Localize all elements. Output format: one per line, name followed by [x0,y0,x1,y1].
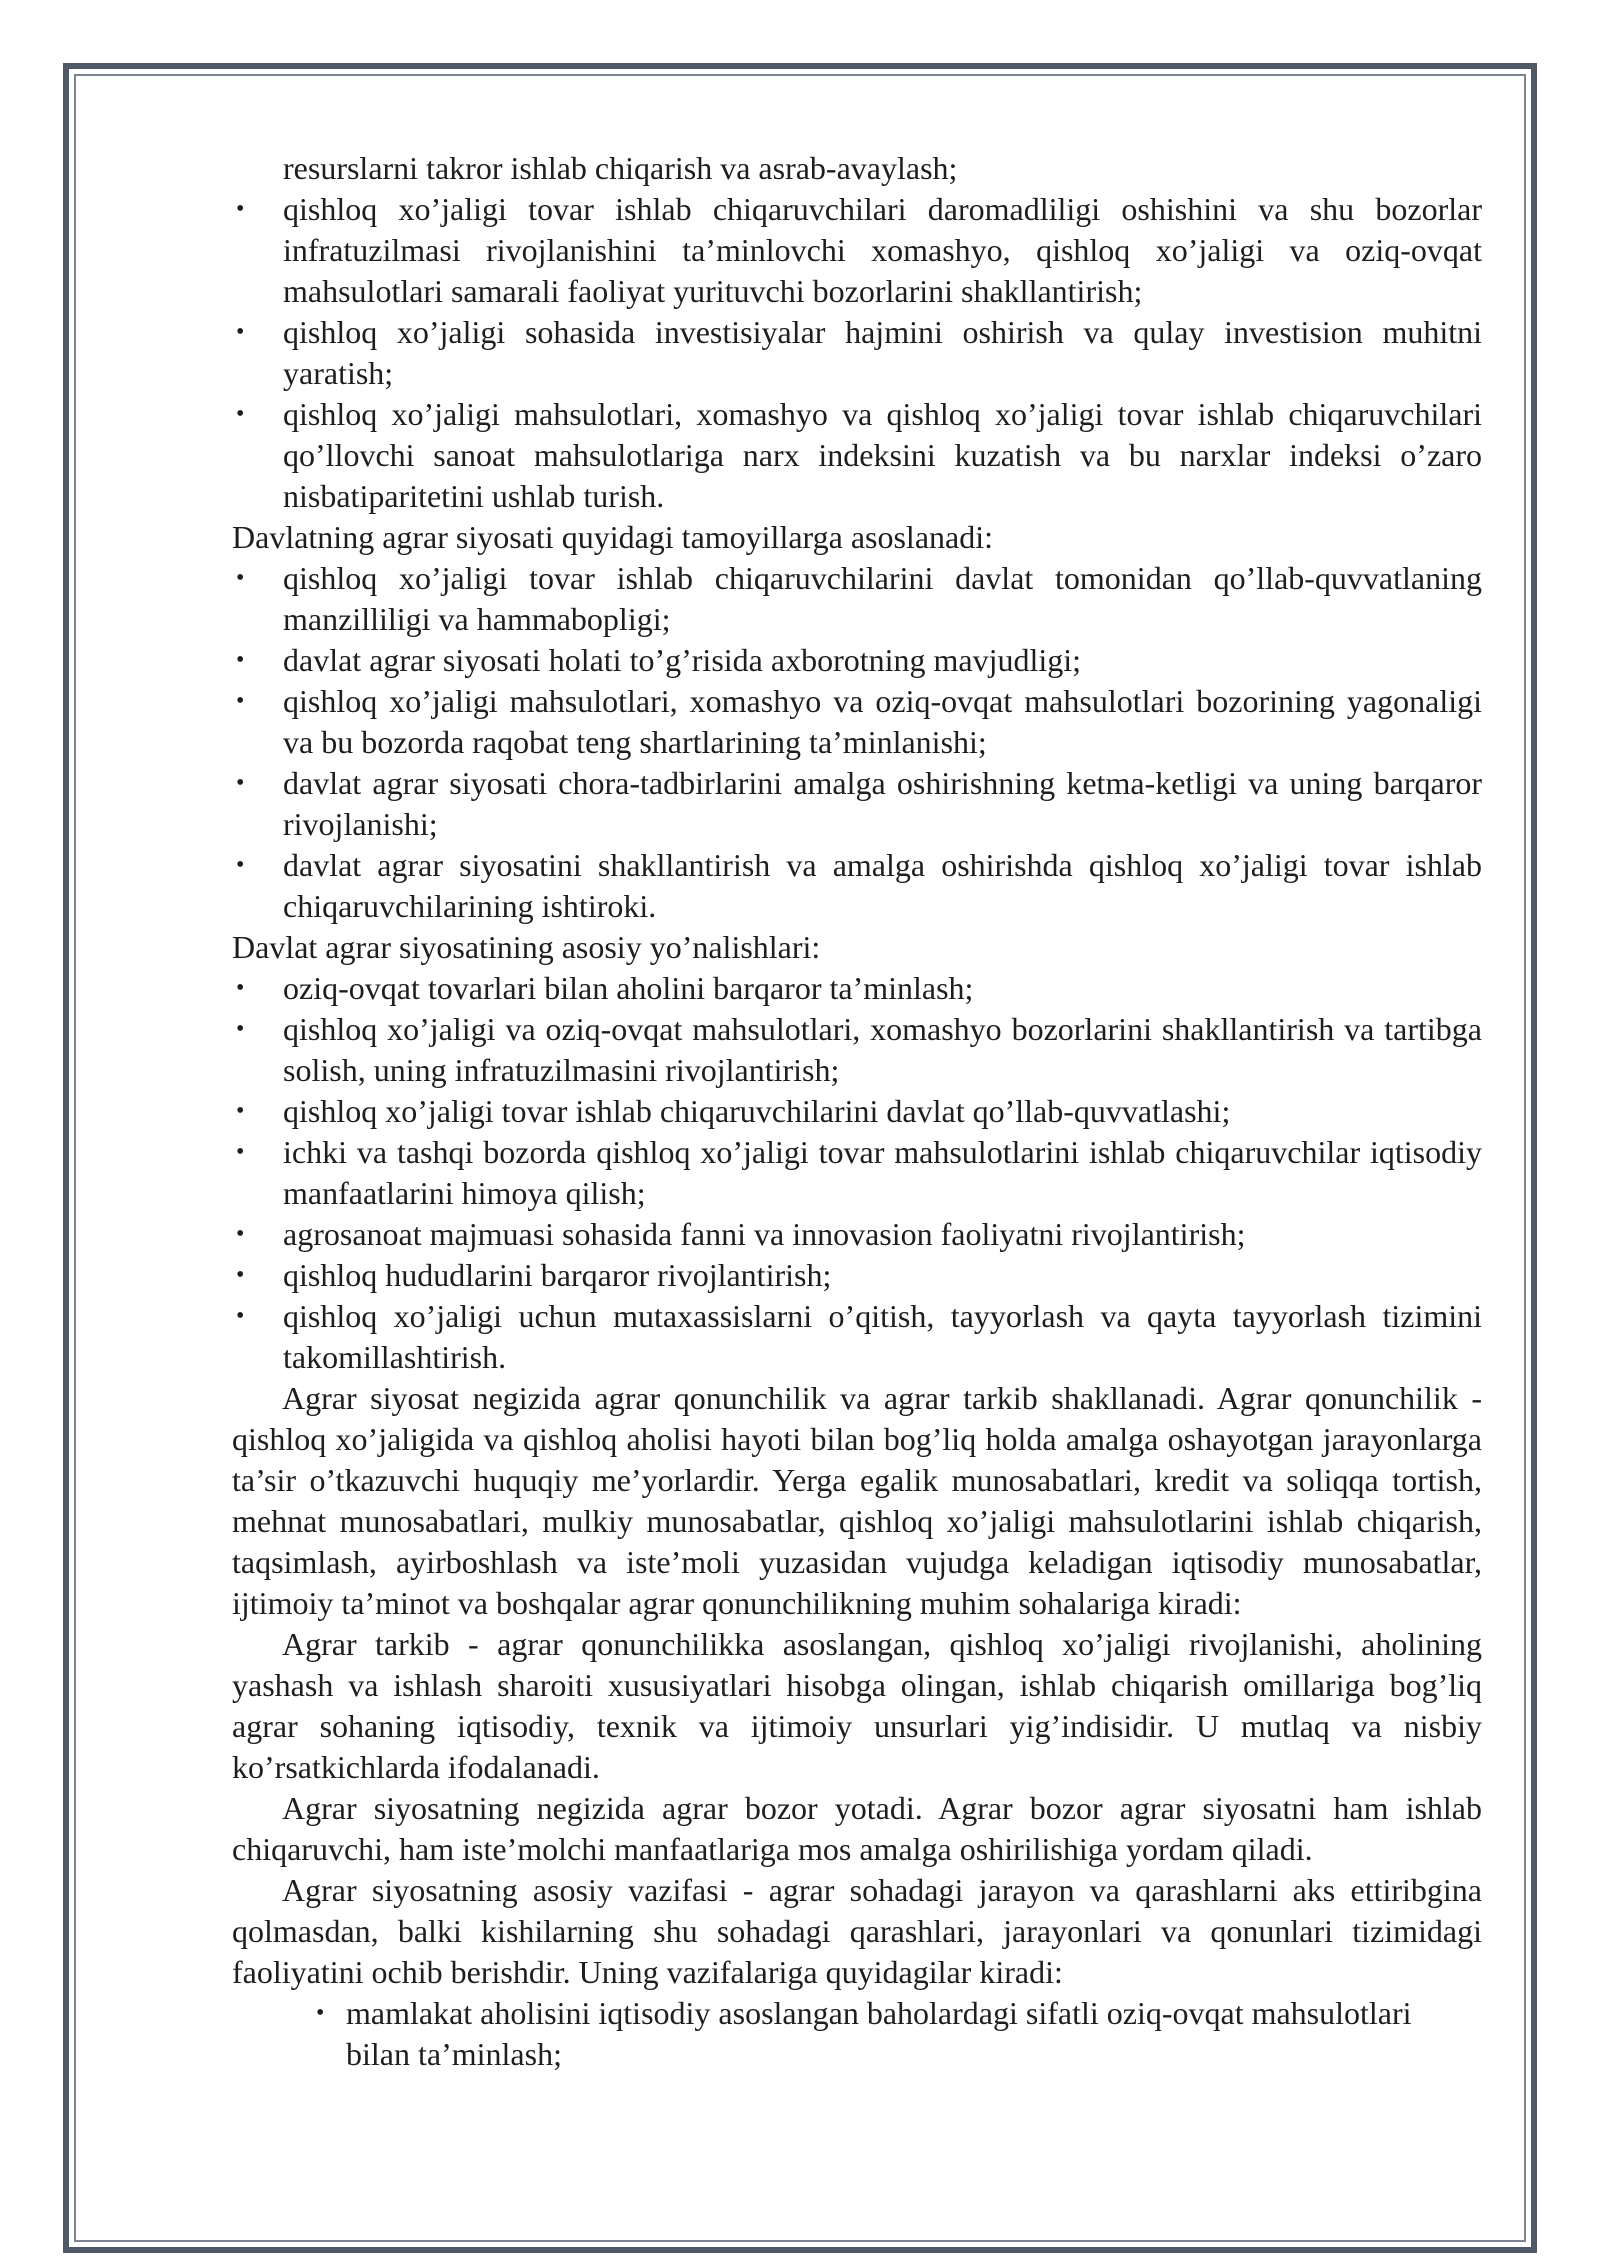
list-item: • qishloq hududlarini barqaror rivojlantirish; [232,1255,1482,1296]
list-item: • qishloq xo’jaligi mahsulotlari, xomashyo va oziq-ovqat mahsulotlari bozorining yagonaligi va bu bozorda raqobat teng shartlarining ta’minlanishi; [232,681,1482,763]
list-item: • qishloq xo’jaligi mahsulotlari, xomashyo va qishloq xo’jaligi tovar ishlab chiqaruvchilari qo’llovchi sanoat mahsulotlariga narx indeksini kuzatish va bu narxlar indeksi o’zaro nisbatiparitetini ushlab turish. [232,394,1482,517]
paragraph-asosiy-vazifa: Agrar siyosatning asosiy vazifasi - agrar sohadagi jarayon va qarashlarni aks ettiribgina qolmasdan, balki kishilarning shu sohadagi qarashlari, jarayonlari va qonunlari tizimidagi faoliyatini ochib berishdir. Uning vazifalariga quyidagilar kiradi: [232,1872,1482,1990]
list-item: • qishloq xo’jaligi va oziq-ovqat mahsulotlari, xomashyo bozorlarini shakllantirish va tartibga solish, uning infratuzilmasini rivojlantirish; [232,1009,1482,1091]
list-item: • qishloq xo’jaligi uchun mutaxassislarni o’qitish, tayyorlash va qayta tayyorlash tizimini takomillashtirish. [232,1296,1482,1378]
list-item: • davlat agrar siyosati holati to’g’risida axborotning mavjudligi; [232,640,1482,681]
paragraph-agrar-tarkib: Agrar tarkib - agrar qonunchilikka asoslangan, qishloq xo’jaligi rivojlanishi, aholining yashash va ishlash sharoiti xususiyatlari hisobga olingan, ishlab chiqarish omillariga bog’liq agrar sohaning iqtisodiy, texnik va ijtimoiy unsurlari yig’indisidir. U mutlaq va nisbiy ko’rsatkichlarda ifodalanadi. [232,1626,1482,1785]
paragraph-agrar-qonunchilik: Agrar siyosat negizida agrar qonunchilik va agrar tarkib shakllanadi. Agrar qonunchilik - qishloq xo’jaligida va qishloq aholisi hayoti bilan bog’liq holda amalga oshayotgan jarayonlarga ta’sir o’tkazuvchi huquqiy me’yorlardir. Yerga egalik munosabatlari, kredit va soliqqa tortish, mehnat munosabatlari, mulkiy munosabatlar, qishloq xo’jaligi mahsulotlarini ishlab chiqarish, taqsimlash, ayirboshlash va iste’moli yuzasidan vujudga keladigan iqtisodiy munosabatlar, ijtimoiy ta’minot va boshqalar agrar qonunchilikning muhim sohalariga kiradi: [232,1380,1482,1621]
principles-heading: Davlatning agrar siyosati quyidagi tamoyillarga asoslanadi: [232,519,993,555]
list-item: • qishloq xo’jaligi tovar ishlab chiqaruvchilari daromadliligi oshishini va shu bozorlar infratuzilmasi rivojlanishini ta’minlovchi xomashyo, qishloq xo’jaligi va oziq-ovqat mahsulotlari samarali faoliyat yurituvchi bozorlarini shakllantirish; [232,189,1482,312]
list-item: • agrosanoat majmuasi sohasida fanni va innovasion faoliyatni rivojlantirish; [232,1214,1482,1255]
list-item: • oziq-ovqat tovarlari bilan aholini barqaror ta’minlash; [232,968,1482,1009]
intro-continuation: resurslarni takror ishlab chiqarish va asrab-avaylash; [283,150,958,186]
directions-list [232,968,1482,1378]
list-item: • ichki va tashqi bozorda qishloq xo’jaligi tovar mahsulotlarini ishlab chiqaruvchilar iqtisodiy manfaatlarini himoya qilish; [232,1132,1482,1214]
paragraph-agrar-bozor: Agrar siyosatning negizida agrar bozor yotadi. Agrar bozor agrar siyosatni ham ishlab chiqaruvchi, ham iste’molchi manfaatlariga mos amalga oshirilishiga yordam qiladi. [232,1790,1482,1867]
list-item: • qishloq xo’jaligi tovar ishlab chiqaruvchilarini davlat qo’llab-quvvatlashi; [232,1091,1482,1132]
directions-heading: Davlat agrar siyosatining asosiy yo’nalishlari: [232,929,821,965]
list-item: • qishloq xo’jaligi tovar ishlab chiqaruvchilarini davlat tomonidan qo’llab-quvvatlaning manzilliligi va hammabopligi; [232,558,1482,640]
tasks-list [232,1993,1482,2075]
list-item: • qishloq xo’jaligi sohasida investisiyalar hajmini oshirish va qulay investision muhitni yaratish; [232,312,1482,394]
list-item: • mamlakat aholisini iqtisodiy asoslangan baholardagi sifatli oziq-ovqat mahsulotlari bilan ta’minlash; [316,1993,1482,2075]
list-item: • davlat agrar siyosati chora-tadbirlarini amalga oshirishning ketma-ketligi va uning barqaror rivojlanishi; [232,763,1482,845]
goals-list [232,189,1482,517]
list-item: • davlat agrar siyosatini shakllantirish va amalga oshirishda qishloq xo’jaligi tovar ishlab chiqaruvchilarining ishtiroki. [232,845,1482,927]
document-body [232,148,1482,2075]
principles-list [232,558,1482,927]
